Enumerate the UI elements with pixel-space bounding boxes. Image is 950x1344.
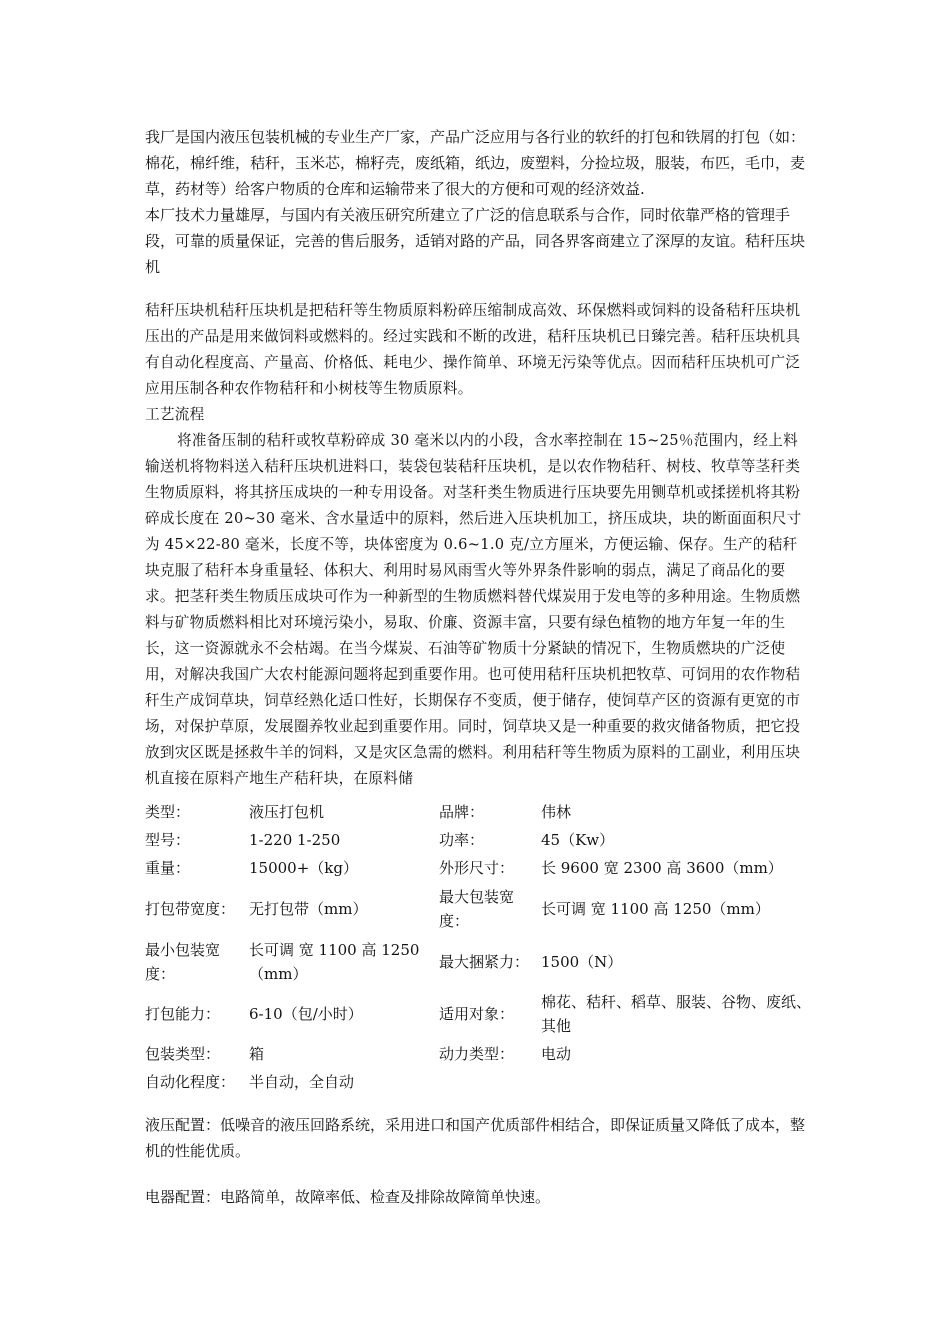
product-paragraph: 秸秆压块机秸秆压块机是把秸秆等生物质原料粉碎压缩制成高效、环保燃料或饲料的设备秸秆压块机压出的产品是用来做饲料或燃料的。经过实践和不断的改进，秸秆压块机已日臻完善。秸秆压块机具有自动化程度高、产量高、价格低、耗电少、操作简单、环境无污染等优点。因而秸秆压块机可广泛应用压制各种农作物秸秆和小树枝等生物质原料。 [145,302,801,397]
spec-key: 功率： [439,831,485,849]
spec-row [145,854,815,882]
intro-paragraph-company: 我厂是国内液压包装机械的专业生产厂家，产品广泛应用与各行业的软纤的打包和铁屑的打包（如：棉花，棉纤维，秸秆，玉米芯，棉籽壳，废纸箱，纸边，废塑料，分捡垃圾，服装，布匹，毛巾，麦草，药材等）给客户物质的仓库和运输带来了很大的方便和可观的经济效益. [145,128,806,198]
spec-key: 类型： [145,803,191,821]
spec-value: 长可调 宽 1100 高 1250（mm） [541,900,770,918]
spec-key: 打包能力： [145,1005,221,1023]
spec-key: 重量： [145,859,191,877]
process-paragraph: 将准备压制的秸秆或牧草粉碎成 30 毫米以内的小段，含水率控制在 15~25％范围内，经上料输送机将物料送入秸秆压块机进料口，装袋包装秸秆压块机，是以农作物秸秆、树枝、牧草等茎秆类生物质原料，将其挤压成块的一种专用设备。对茎秆类生物质进行压块要先用铡草机或揉搓机将其粉碎成长度在 20~30 毫米、含水量适中的原料，然后进入压块机加工，挤压成块，块的断面面积尺寸为 45×22-80 毫米，长度不等，块体密度为 0.6~1.0 克/立方厘米，方便运输、保存。生产的秸秆块克服了秸秆本身重量轻、体积大、利用时易风雨雪火等外界条件影响的弱点，满足了商品化的要求。把茎秆类生物质压成块可作为一种新型的生物质燃料替代煤炭用于发电等的多种用途。生物质燃料与矿物质燃料相比对环境污染小，易取、价廉、资源丰富，只要有绿色植物的地方年复一年的生长，这一资源就永不会枯竭。在当今煤炭、石油等矿物质十分紧缺的情况下，生物质燃块的广泛使用，对解决我国广大农村能源问题将起到重要作用。也可使用秸秆压块机把牧草、可饲用的农作物秸秆生产成饲草块，饲草经熟化适口性好，长期保存不变质，便于储存，使饲草产区的资源有更宽的市场，对保护草原，发展圈养牧业起到重要作用。同时，饲草块又是一种重要的救灾储备物质，把它投放到灾区既是拯救牛羊的饲料，又是灾区急需的燃料。利用秸秆等生物质为原料的工副业，利用压块机直接在原料产地生产秸秆块，在原料储 [145,432,802,787]
spec-key: 包装类型： [145,1045,221,1063]
spec-value: 长 9600 宽 2300 高 3600（mm） [541,859,783,877]
spec-key: 最大包装宽度： [439,888,515,930]
spec-value: 箱 [249,1045,265,1063]
spec-value: 45（Kw） [541,831,615,849]
spec-value: 1500（N） [541,953,623,971]
spec-key: 最小包装宽度： [145,941,221,983]
intro-section [145,124,810,280]
spec-key: 适用对象： [439,1005,515,1023]
spec-key [439,1068,541,1096]
spec-value: 液压打包机 [249,803,325,821]
spec-key: 动力类型： [439,1045,515,1063]
spec-value: 无打包带（mm） [249,900,368,918]
spec-row [145,882,815,936]
spec-value: 长可调 宽 1100 高 1250（mm） [249,941,420,983]
spec-value: 伟林 [541,803,572,821]
spec-key: 品牌： [439,803,485,821]
hydraulic-config-text: 液压配置：低噪音的液压回路系统，采用进口和国产优质部件相结合，即保证质量又降低了成本，整机的性能优质。 [145,1116,806,1160]
electrical-config-text: 电器配置：电路简单，故障率低、检查及排除故障简单快速。 [145,1188,551,1206]
spec-value [541,1068,815,1096]
spec-value: 半自动，全自动 [249,1073,355,1091]
spec-row [145,826,815,854]
process-heading: 工艺流程 [145,406,205,423]
spec-row [145,798,815,826]
spec-key: 打包带宽度： [145,900,236,918]
spec-row [145,936,815,988]
spec-key: 型号： [145,831,191,849]
spec-table [145,798,815,1096]
electrical-config [145,1184,815,1210]
spec-value: 电动 [541,1045,572,1063]
spec-row [145,1068,815,1096]
spec-value: 15000+（kg） [249,859,358,877]
spec-row [145,1040,815,1068]
spec-value: 6-10（包/小时） [249,1005,363,1023]
product-description [145,298,810,792]
spec-key: 外形尺寸： [439,859,515,877]
spec-key: 最大捆紧力： [439,953,530,971]
hydraulic-config [145,1112,815,1164]
intro-paragraph-technology: 本厂技术力量雄厚，与国内有关液压研究所建立了广泛的信息联系与合作，同时依靠严格的管理手段，可靠的质量保证，完善的售后服务，适销对路的产品，同各界客商建立了深厚的友谊。秸秆压块机 [145,206,806,276]
spec-value: 1-220 1-250 [249,831,341,849]
spec-key: 自动化程度： [145,1073,236,1091]
spec-value: 棉花、秸秆、稻草、服装、谷物、废纸、其他 [541,993,812,1035]
spec-row [145,988,815,1040]
